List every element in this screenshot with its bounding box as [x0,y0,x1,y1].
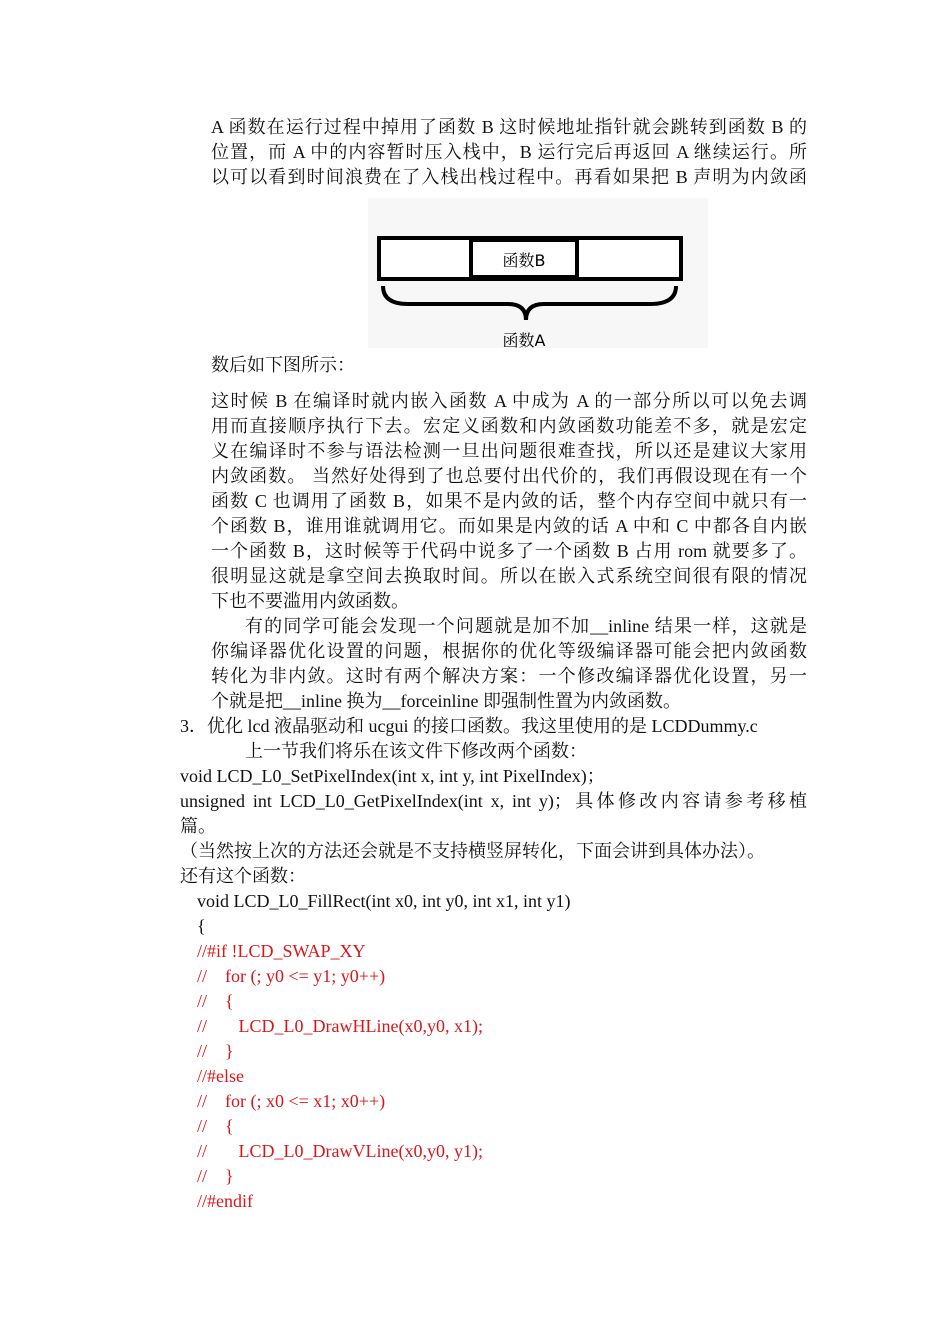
paragraph-line: 转化为非内敛。这时有两个解决方案：一个修改编译器优化设置，另一 [211,666,807,686]
code-comment-line: //#endif [197,1191,253,1211]
paragraph-line: 函数 C 也调用了函数 B，如果不是内敛的话，整个内存空间中就只有一 [211,491,807,511]
diagram-svg [368,198,708,348]
paragraph-line: 有的同学可能会发现一个问题就是加不加__inline 结果一样，这就是 [245,616,807,636]
code-comment-line: //#if !LCD_SWAP_XY [197,941,366,961]
paragraph-line: 你编译器优化设置的问题，根据你的优化等级编译器可能会把内敛函数 [211,641,807,661]
code-comment-line: // { [197,1116,234,1136]
code-comment-line: // LCD_L0_DrawVLine(x0,y0, y1); [197,1141,483,1161]
code-comment-line: // LCD_L0_DrawHLine(x0,y0, x1); [197,1016,483,1036]
function-a-label: 函数A [502,331,546,348]
paragraph-line: 数后如下图所示： [211,355,355,375]
paragraph-line: 篇。 [180,816,216,836]
paragraph-line: 上一节我们将乐在该文件下修改两个函数： [245,741,587,761]
code-comment-line: // for (; x0 <= x1; x0++) [197,1091,386,1111]
paragraph-line: 义在编译时不参与语法检测一旦出问题很难查找，所以还是建议大家用 [211,441,807,461]
paragraph-line: 这时候 B 在编译时就内嵌入函数 A 中成为 A 的一部分所以可以免去调 [211,391,807,411]
code-comment-line: // for (; y0 <= y1; y0++) [197,966,386,986]
paragraph-line: 以可以看到时间浪费在了入栈出栈过程中。再看如果把 B 声明为内敛函 [211,167,807,187]
code-comment-line: // } [197,1166,234,1186]
paragraph-line: 个函数 B，谁用谁就调用它。而如果是内敛的话 A 中和 C 中都各自内嵌 [211,516,807,536]
function-signature: unsigned int LCD_L0_GetPixelIndex(int x, int y)；具体修改内容请参考移植 [180,791,807,811]
paragraph-line: 很明显这就是拿空间去换取时间。所以在嵌入式系统空间很有限的情况 [211,566,807,586]
paragraph-line: A 函数在运行过程中掉用了函数 B 这时候地址指针就会跳转到函数 B 的 [211,117,807,137]
paragraph-line: 还有这个函数： [180,866,306,886]
note-line: （当然按上次的方法还会就是不支持横竖屏转化，下面会讲到具体办法）。 [180,841,765,861]
paragraph-line: 用而直接顺序执行下去。宏定义函数和内敛函数功能差不多，就是宏定 [211,416,807,436]
paragraph-line: 内敛函数。 当然好处得到了也总要付出代价的，我们再假设现在有一个 [211,466,807,486]
code-comment-line: // } [197,1041,234,1061]
paragraph-line: 下也不要滥用内敛函数。 [211,591,409,611]
function-signature: void LCD_L0_SetPixelIndex(int x, int y, int PixelIndex)； [180,766,605,786]
paragraph-line: 一个函数 B，这时候等于代码中说多了一个函数 B 占用 rom 就要多了。 [211,541,807,561]
brace [383,286,676,320]
list-item-3: 3．优化 lcd 液晶驱动和 ucgui 的接口函数。我这里使用的是 LCDDummy.c [180,716,758,736]
code-comment-line: // { [197,991,234,1011]
function-b-label: 函数B [502,251,546,270]
code-comment-line: //#else [197,1066,244,1086]
code-line: void LCD_L0_FillRect(int x0, int y0, int x1, int y1) [197,891,571,911]
paragraph-line: 位置，而 A 中的内容暂时压入栈中，B 运行完后再返回 A 继续运行。所 [211,142,807,162]
code-line: { [197,916,206,936]
inline-function-diagram [368,198,708,348]
paragraph-line: 个就是把__inline 换为__forceinline 即强制性置为内敛函数。 [211,691,681,711]
